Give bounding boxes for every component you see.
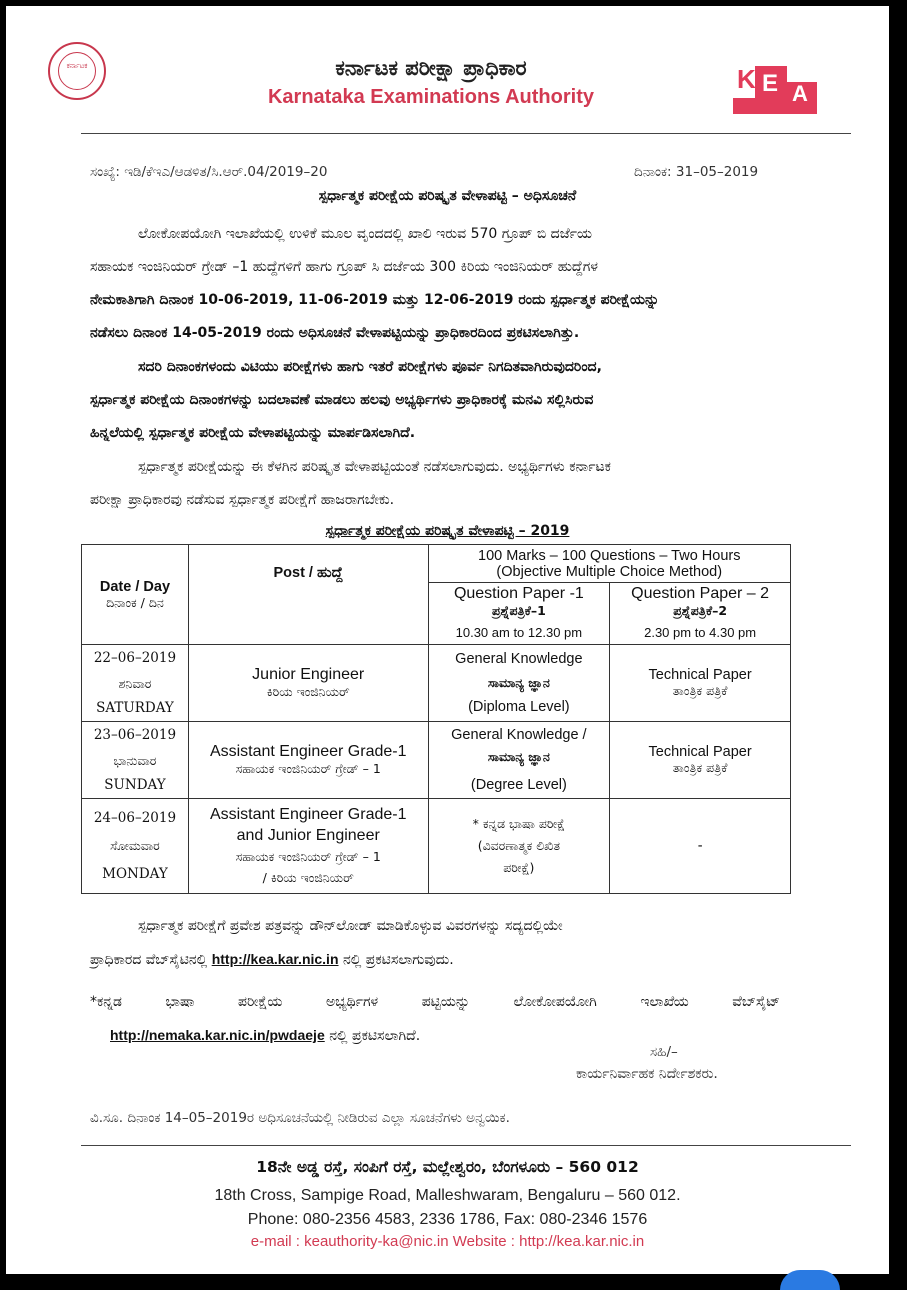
kea-logo [731, 56, 819, 116]
qp2-time: 2.30 pm to 4.30 pm [644, 624, 757, 640]
paper1-cell [428, 799, 610, 894]
qp1-label: Question Paper -1 [453, 584, 584, 602]
paragraph-3-line: ಸ್ಪರ್ಧಾತ್ಮಕ ಪರೀಕ್ಷೆಯನ್ನು ಈ ಕೆಳಗಿನ ಪರಿಷ್ಕೃತ ವೇಳಾಪಟ್ಟಿಯಂತೆ ನಡೆಸಲಾಗುವುದು. ಅಭ್ಯರ್ಥಿಗಳು ಕರ್ನಾಟಕ [138, 459, 611, 475]
org-name-english: Karnataka Examinations Authority [267, 86, 594, 108]
paragraph-2-line: ಸ್ಪರ್ಧಾತ್ಮಕ ಪರೀಕ್ಷೆಯ ದಿನಾಂಕಗಳನ್ನು ಬದಲಾವಣೆ ಮಾಡಲು ಹಲವು ಅಭ್ಯರ್ಥಿಗಳು ಪ್ರಾಧಿಕಾರಕ್ಕೆ ಮನವಿ ಸಲ್ಲಿಸಿರುವ [90, 392, 594, 408]
qp1-label-kn: ಪ್ರಶ್ನೆಪತ್ರಿಕೆ–1 [491, 602, 546, 618]
table-row [82, 645, 791, 722]
marks-line-2: (Objective Multiple Choice Method) [496, 563, 723, 580]
header-qp2-time-cell [610, 621, 791, 645]
row-paper1-3: ಪರೀಕ್ಷೆ) [503, 860, 535, 875]
notice-date: ದಿನಾಂಕ: 31–05–2019 [634, 164, 759, 180]
paper1-cell [428, 722, 610, 799]
paragraph-1-line: ಸಹಾಯಕ ಇಂಜಿನಿಯರ್ ಗ್ರೇಡ್ –1 ಹುದ್ದೆಗಳಿಗೆ ಹಾಗು ಗ್ರೂಪ್ ಸಿ ದರ್ಜೆಯ 300 ಕಿರಿಯ ಇಂಜಿನಿಯರ್ ಹುದ್ದೆಗಳ [90, 259, 598, 275]
row-post-kn: ಸಹಾಯಕ ಇಂಜಿನಿಯರ್ ಗ್ರೇಡ್ – 1 [235, 849, 381, 864]
kea-logo-a: A [792, 81, 808, 106]
paragraph-2-line: ಹಿನ್ನಲೆಯಲ್ಲಿ ಸ್ಪರ್ಧಾತ್ಮಕ ಪರೀಕ್ಷೆಯ ವೇಳಾಪಟ್ಟಿಯನ್ನು ಮಾರ್ಪಡಿಸಲಾಗಿದೆ. [90, 425, 416, 441]
kea-website-link[interactable]: http://kea.kar.nic.in [211, 951, 339, 967]
note-line-2-suffix: ನಲ್ಲಿ ಪ್ರಕಟಿಸಲಾಗಿದೆ. [329, 1028, 421, 1044]
kea-logo-k: K [737, 64, 756, 94]
row-paper2-kn: ತಾಂತ್ರಿಕ ಪತ್ರಿಕೆ [672, 683, 728, 698]
post-cell [188, 645, 428, 722]
schedule-title: ಸ್ಪರ್ಧಾತ್ಮಕ ಪರೀಕ್ಷೆಯ ಪರಿಷ್ಕೃತ ವೇಳಾಪಟ್ಟಿ – 2019 [325, 523, 570, 539]
signatory: ಕಾರ್ಯನಿರ್ವಾಹಕ ನಿರ್ದೇಶಕರು. [576, 1066, 718, 1082]
row-date: 22–06–2019 [93, 649, 177, 666]
admit-line-2-suffix: ನಲ್ಲಿ ಪ್ರಕಟಿಸಲಾಗುವುದು. [342, 952, 454, 968]
government-emblem-icon [48, 42, 106, 100]
header-post: Post / ಹುದ್ದೆ [273, 564, 343, 581]
paragraph-1-line: ನೇಮಕಾತಿಗಾಗಿ ದಿನಾಂಕ 10-06-2019, 11-06-2019 ಮತ್ತು 12-06-2019 ರಂದು ಸ್ಪರ್ಧಾತ್ಮಕ ಪರೀಕ್ಷೆಯನ್ನು [90, 292, 660, 308]
paragraph-1 [90, 218, 780, 350]
footer-address-kn: 18ನೇ ಅಡ್ಡ ರಸ್ತೆ, ಸಂಪಿಗೆ ರಸ್ತೆ, ಮಲ್ಲೇಶ್ವರಂ, ಬೆಂಗಳೂರು – 560 012 [256, 1158, 639, 1176]
qp2-label: Question Paper – 2 [631, 584, 770, 602]
row-paper1: General Knowledge [455, 651, 583, 667]
qp2-label-kn: ಪ್ರಶ್ನೆಪತ್ರಿಕೆ–2 [673, 602, 728, 618]
row-paper2: - [697, 838, 703, 854]
schedule-table [81, 544, 791, 894]
date-cell [82, 799, 189, 894]
admit-card-note [90, 910, 780, 977]
marks-line-1: 100 Marks – 100 Questions – Two Hours [478, 547, 741, 564]
row-paper2-kn: ತಾಂತ್ರಿಕ ಪತ್ರಿಕೆ [672, 760, 728, 775]
row-post: Assistant Engineer Grade-1 [209, 806, 407, 823]
footnote: ವಿ.ಸೂ. ದಿನಾಂಕ 14–05–2019ರ ಅಧಿಸೂಚನೆಯಲ್ಲಿ ನೀಡಿರುವ ಎಲ್ಲಾ ಸೂಚನೆಗಳು ಅನ್ವಯಿಕ. [90, 1110, 510, 1126]
row-paper1-level: (Degree Level) [470, 777, 567, 793]
admit-line-2-prefix: ಪ್ರಾಧಿಕಾರದ ವೆಬ್‌ಸೈಟಿನಲ್ಲಿ [90, 952, 208, 968]
footer-contact: e-mail : keauthority-ka@nic.in Website : http://kea.kar.nic.in [250, 1233, 645, 1250]
paper2-cell [610, 645, 791, 722]
footer-phone: Phone: 080-2356 4583, 2336 1786, Fax: 080-2346 1576 [247, 1211, 648, 1228]
header-qp1-time-cell [428, 621, 610, 645]
date-cell [82, 722, 189, 799]
org-name-kannada: ಕರ್ನಾಟಕ ಪರೀಕ್ಷಾ ಪ್ರಾಧಿಕಾರ [335, 56, 527, 80]
kea-logo-e: E [762, 70, 779, 97]
admit-line-1: ಸ್ಪರ್ಧಾತ್ಮಕ ಪರೀಕ್ಷೆಗೆ ಪ್ರವೇಶ ಪತ್ರವನ್ನು ಡೌನ್‌ಲೋಡ್ ಮಾಡಿಕೊಳ್ಳುವ ವಿವರಗಳನ್ನು ಸದ್ಯದಲ್ಲಿಯೇ [138, 918, 563, 934]
row-paper1-kn: ಸಾಮಾನ್ಯ ಜ್ಞಾನ [487, 675, 550, 690]
header-qp2-cell [610, 583, 791, 621]
paper2-cell [610, 799, 791, 894]
kannada-exam-note [90, 986, 780, 1053]
row-date: 24–06–2019 [93, 810, 177, 826]
row-day: SUNDAY [104, 776, 166, 793]
header-marks-cell [428, 545, 791, 583]
signature: ಸಹಿ/– [650, 1044, 678, 1060]
reference-number: ಸಂಖ್ಯೆ: ಇಡಿ/ಕೆಇಎ/ಆಡಳಿತ/ಸಿ.ಆರ್.04/2019–20 [90, 164, 328, 180]
footer-address-en: 18th Cross, Sampige Road, Malleshwaram, Bengaluru – 560 012. [214, 1187, 681, 1204]
row-paper1-kn: ಸಾಮಾನ್ಯ ಜ್ಞಾನ [487, 749, 550, 764]
row-post-kn-2: / ಕಿರಿಯ ಇಂಜಿನಿಯರ್ [262, 870, 354, 885]
paper2-cell [610, 722, 791, 799]
row-post: Assistant Engineer Grade-1 [209, 743, 407, 760]
floating-action-button[interactable] [780, 1270, 840, 1290]
notice-subject: ಸ್ಪರ್ಧಾತ್ಮಕ ಪರೀಕ್ಷೆಯ ಪರಿಷ್ಕೃತ ವೇಳಾಪಟ್ಟಿ – ಅಧಿಸೂಚನೆ [318, 188, 577, 204]
row-post-kn: ಸಹಾಯಕ ಇಂಜಿನಿಯರ್ ಗ್ರೇಡ್ – 1 [235, 761, 381, 776]
row-paper2: Technical Paper [648, 667, 752, 683]
header-date-cell [82, 545, 189, 645]
footer-divider [81, 1145, 851, 1146]
header-date-kn: ದಿನಾಂಕ / ದಿನ [106, 594, 164, 610]
table-row [82, 722, 791, 799]
table-row [82, 799, 791, 894]
paragraph-3-line: ಪರೀಕ್ಷಾ ಪ್ರಾಧಿಕಾರವು ನಡೆಸುವ ಸ್ಪರ್ಧಾತ್ಮಕ ಪರೀಕ್ಷೆಗೆ ಹಾಜರಾಗಬೇಕು. [90, 492, 395, 508]
row-paper2: Technical Paper [648, 744, 752, 760]
paragraph-2 [90, 351, 780, 450]
header-qp1-cell [428, 583, 610, 621]
row-day: SATURDAY [96, 699, 174, 716]
row-post-2: and Junior Engineer [236, 827, 380, 844]
row-day: MONDAY [102, 866, 168, 882]
header-post-cell [188, 545, 428, 645]
paragraph-1-line: ಲೋಕೋಪಯೋಗಿ ಇಲಾಖೆಯಲ್ಲಿ ಉಳಿಕೆ ಮೂಲ ವೃಂದದಲ್ಲಿ ಖಾಲಿ ಇರುವ 570 ಗ್ರೂಪ್ ಬಿ ದರ್ಜೆಯ [138, 226, 592, 242]
note-line-1: *ಕನ್ನಡ ಭಾಷಾ ಪರೀಕ್ಷೆಯ ಅಭ್ಯರ್ಥಿಗಳ ಪಟ್ಟಿಯನ್ನು ಲೋಕೋಪಯೋಗಿ ಇಲಾಖೆಯ ವೆಬ್‌ಸೈಟ್ [90, 994, 780, 1010]
row-post: Junior Engineer [252, 666, 365, 683]
row-paper1: * ಕನ್ನಡ ಭಾಷಾ ಪರೀಕ್ಷೆ [472, 816, 566, 831]
pwd-website-link[interactable]: http://nemaka.kar.nic.in/pwdaeje [110, 1027, 325, 1043]
row-day-kn: ಶನಿವಾರ [118, 675, 152, 691]
header-divider [81, 133, 851, 134]
row-paper1: General Knowledge / [451, 727, 587, 743]
header-date: Date / Day [99, 578, 171, 595]
row-paper1-2: (ವಿವರಣಾತ್ಮಕ ಲಿಖಿತ [477, 838, 561, 853]
paragraph-2-line: ಸದರಿ ದಿನಾಂಕಗಳಂದು ವಿಟಿಯು ಪರೀಕ್ಷೆಗಳು ಹಾಗು ಇತರೆ ಪರೀಕ್ಷೆಗಳು ಪೂರ್ವ ನಿಗದಿತವಾಗಿರುವುದರಿಂದ, [138, 359, 602, 375]
date-cell [82, 645, 189, 722]
qp1-time: 10.30 am to 12.30 pm [455, 624, 583, 640]
row-date: 23–06–2019 [93, 726, 177, 743]
row-day-kn: ಸೋಮವಾರ [110, 838, 160, 853]
paragraph-3 [90, 451, 780, 517]
notification-page [6, 6, 889, 1274]
row-paper1-level: (Diploma Level) [468, 699, 570, 715]
post-cell [188, 799, 428, 894]
post-cell [188, 722, 428, 799]
row-day-kn: ಭಾನುವಾರ [113, 752, 157, 768]
row-post-kn: ಕಿರಿಯ ಇಂಜಿನಿಯರ್ [266, 684, 350, 699]
paper1-cell [428, 645, 610, 722]
emblem-text: ಕರ್ನಾಟಕ [66, 62, 88, 70]
paragraph-1-line: ನಡೆಸಲು ದಿನಾಂಕ 14-05-2019 ರಂದು ಅಧಿಸೂಚನೆ ವೇಳಾಪಟ್ಟಿಯನ್ನು ಪ್ರಾಧಿಕಾರದಿಂದ ಪ್ರಕಟಿಸಲಾಗಿತ್ತು. [90, 325, 580, 341]
